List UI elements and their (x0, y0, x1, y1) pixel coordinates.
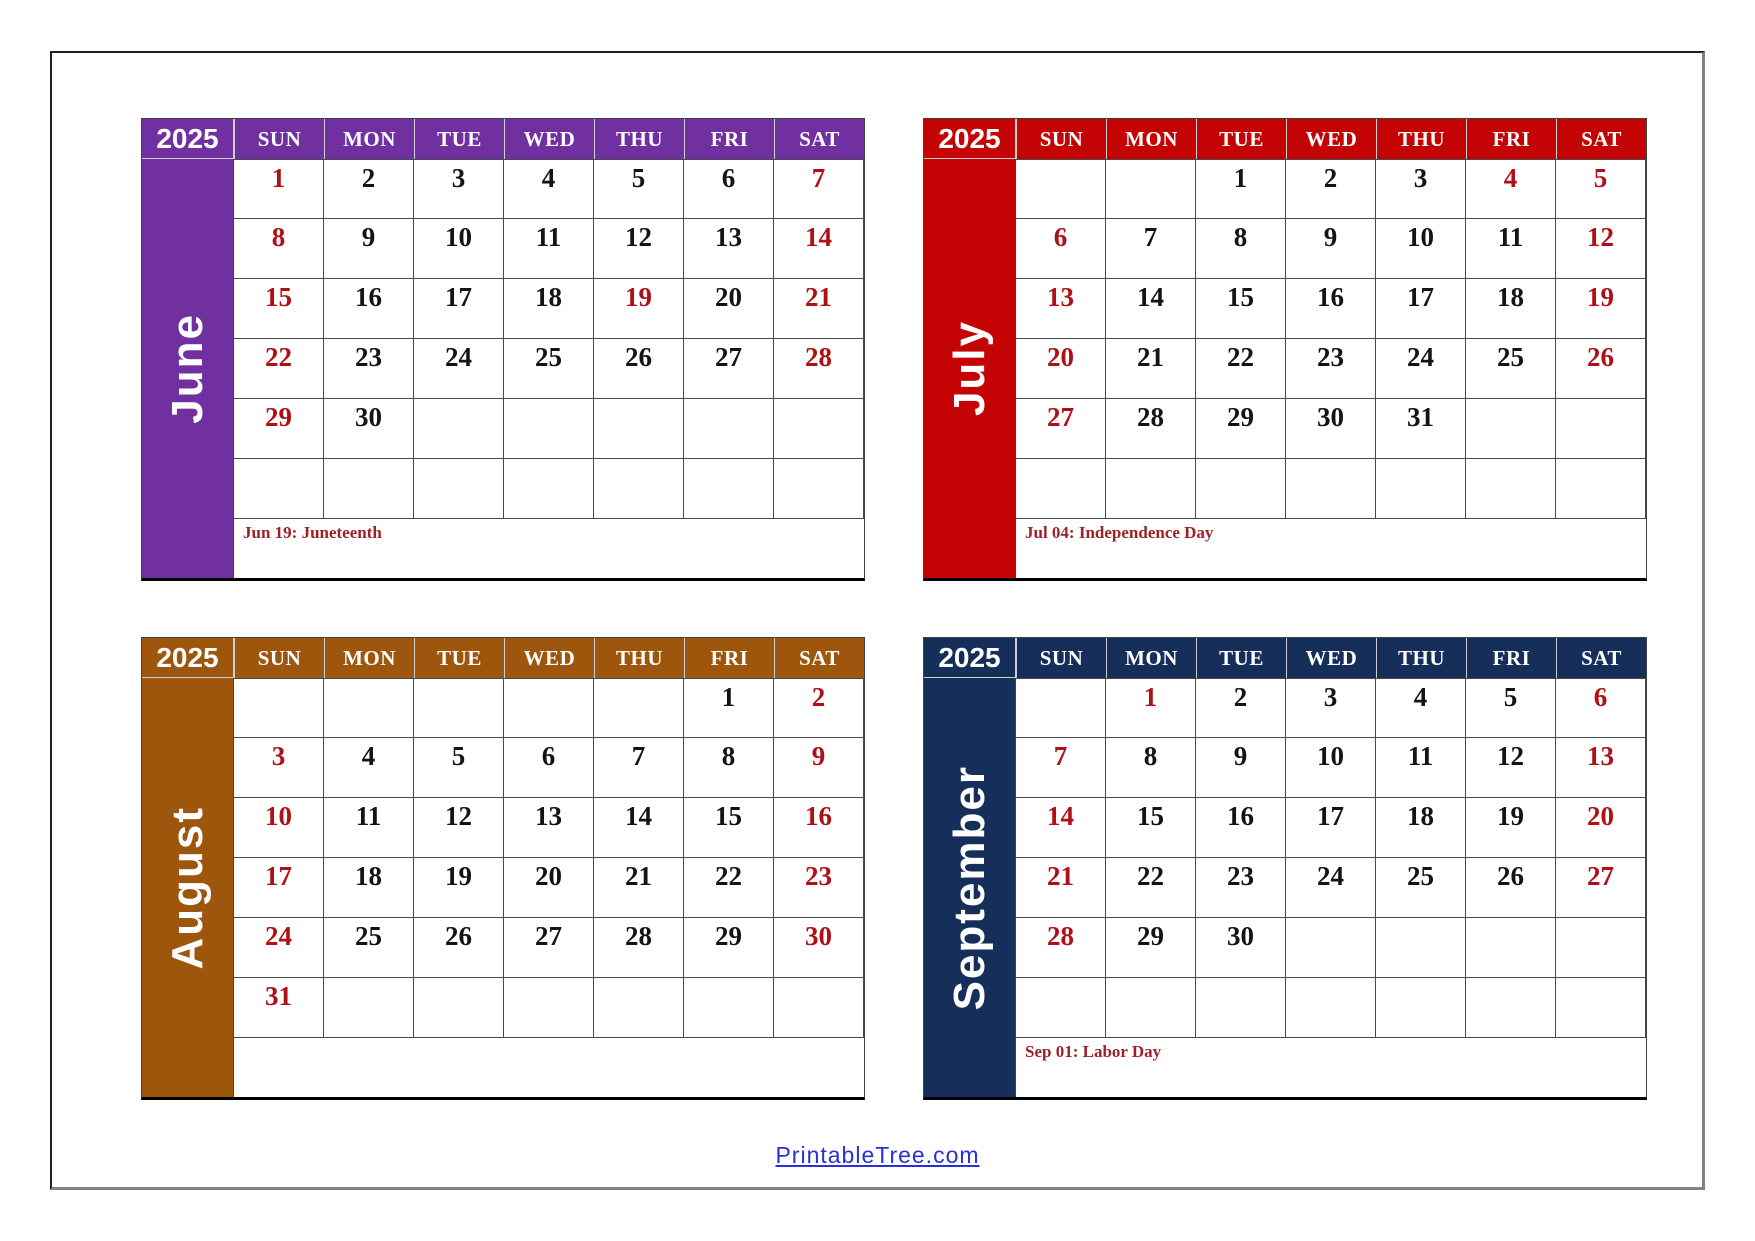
day-header-thu: THU (1376, 119, 1466, 159)
date-cell: 12 (1466, 738, 1556, 798)
printabletree-link[interactable]: PrintableTree.com (775, 1142, 980, 1168)
date-cell (1376, 978, 1466, 1038)
date-cell (1286, 459, 1376, 519)
day-header-wed: WED (1286, 638, 1376, 678)
date-cell: 30 (324, 399, 414, 459)
date-cell: 1 (684, 678, 774, 738)
day-header-sun: SUN (1016, 638, 1106, 678)
date-cell: 21 (594, 858, 684, 918)
date-cell: 3 (234, 738, 324, 798)
date-cell: 7 (774, 159, 864, 219)
date-cell: 11 (324, 798, 414, 858)
date-cell: 28 (1016, 918, 1106, 978)
date-cell: 18 (504, 279, 594, 339)
date-cell (1556, 978, 1646, 1038)
date-cell: 20 (504, 858, 594, 918)
day-header-tue: TUE (1196, 638, 1286, 678)
date-cell: 11 (504, 219, 594, 279)
date-cell (1196, 978, 1286, 1038)
date-cell: 4 (1376, 678, 1466, 738)
date-cell: 9 (1286, 219, 1376, 279)
day-header-mon: MON (1106, 638, 1196, 678)
date-cell: 6 (1016, 219, 1106, 279)
day-header-thu: THU (1376, 638, 1466, 678)
year-label: 2025 (142, 119, 234, 159)
date-cell: 8 (1196, 219, 1286, 279)
date-cell: 23 (1286, 339, 1376, 399)
site-footer (0, 1142, 1755, 1169)
date-cell: 23 (1196, 858, 1286, 918)
day-header-sat: SAT (1556, 638, 1646, 678)
date-cell: 14 (594, 798, 684, 858)
day-header-fri: FRI (684, 119, 774, 159)
date-cell (234, 459, 324, 519)
date-cell (774, 978, 864, 1038)
day-header-fri: FRI (1466, 119, 1556, 159)
date-cell: 29 (684, 918, 774, 978)
date-cell: 25 (1466, 339, 1556, 399)
date-cell: 19 (1556, 279, 1646, 339)
date-cell: 7 (1016, 738, 1106, 798)
date-cell: 10 (1376, 219, 1466, 279)
date-cell: 14 (1016, 798, 1106, 858)
date-cell: 8 (1106, 738, 1196, 798)
date-cell: 7 (1106, 219, 1196, 279)
date-cell: 23 (324, 339, 414, 399)
date-cell: 25 (1376, 858, 1466, 918)
date-cell (504, 399, 594, 459)
date-cell: 21 (774, 279, 864, 339)
date-cell (234, 678, 324, 738)
calendar-june (141, 118, 865, 581)
date-cell: 13 (684, 219, 774, 279)
date-cell (414, 978, 504, 1038)
date-cell (324, 678, 414, 738)
date-cell: 26 (414, 918, 504, 978)
date-cell: 27 (1016, 399, 1106, 459)
date-cell: 2 (1196, 678, 1286, 738)
date-cell: 5 (594, 159, 684, 219)
date-cell: 6 (1556, 678, 1646, 738)
day-header-fri: FRI (684, 638, 774, 678)
date-cell: 27 (1556, 858, 1646, 918)
date-cell: 5 (1556, 159, 1646, 219)
day-header-sun: SUN (1016, 119, 1106, 159)
date-cell (1376, 918, 1466, 978)
date-cell: 11 (1376, 738, 1466, 798)
date-cell (1556, 918, 1646, 978)
date-cell (1466, 918, 1556, 978)
day-header-tue: TUE (1196, 119, 1286, 159)
date-cell (504, 678, 594, 738)
date-cell: 3 (1286, 678, 1376, 738)
date-cell: 1 (234, 159, 324, 219)
date-cell (774, 459, 864, 519)
date-cell: 17 (234, 858, 324, 918)
date-cell (1466, 399, 1556, 459)
date-cell (1016, 459, 1106, 519)
date-cell (1556, 459, 1646, 519)
date-cell (324, 978, 414, 1038)
day-header-sun: SUN (234, 638, 324, 678)
date-cell: 30 (1196, 918, 1286, 978)
date-cell (504, 459, 594, 519)
date-cell: 29 (234, 399, 324, 459)
date-cell: 18 (1466, 279, 1556, 339)
date-cell (1466, 459, 1556, 519)
date-cell: 30 (774, 918, 864, 978)
date-cell: 3 (1376, 159, 1466, 219)
date-cell: 15 (1196, 279, 1286, 339)
holiday-note: Jul 04: Independence Day (1025, 523, 1214, 542)
date-cell (594, 399, 684, 459)
date-cell: 13 (1016, 279, 1106, 339)
date-cell: 16 (774, 798, 864, 858)
date-cell: 12 (414, 798, 504, 858)
date-cell: 24 (414, 339, 504, 399)
year-label: 2025 (924, 119, 1016, 159)
date-cell: 28 (594, 918, 684, 978)
date-cell: 24 (234, 918, 324, 978)
date-cell (414, 459, 504, 519)
date-cell (324, 459, 414, 519)
date-cell (1106, 978, 1196, 1038)
date-cell: 26 (1556, 339, 1646, 399)
date-cell (414, 678, 504, 738)
holiday-note: Sep 01: Labor Day (1025, 1042, 1162, 1061)
calendar-september (923, 637, 1647, 1100)
date-cell: 11 (1466, 219, 1556, 279)
day-header-mon: MON (324, 119, 414, 159)
date-cell (414, 399, 504, 459)
date-cell (1016, 159, 1106, 219)
month-label: September (944, 764, 994, 1011)
day-header-wed: WED (504, 638, 594, 678)
date-cell: 1 (1196, 159, 1286, 219)
date-cell (684, 459, 774, 519)
date-cell: 31 (1376, 399, 1466, 459)
date-cell: 31 (234, 978, 324, 1038)
date-cell: 4 (1466, 159, 1556, 219)
date-cell (594, 978, 684, 1038)
date-cell: 8 (684, 738, 774, 798)
date-cell: 16 (1196, 798, 1286, 858)
day-header-fri: FRI (1466, 638, 1556, 678)
day-header-thu: THU (594, 119, 684, 159)
date-cell: 9 (774, 738, 864, 798)
date-cell (1466, 978, 1556, 1038)
date-cell (1106, 159, 1196, 219)
date-cell: 3 (414, 159, 504, 219)
date-cell: 6 (684, 159, 774, 219)
date-cell: 29 (1106, 918, 1196, 978)
date-cell: 29 (1196, 399, 1286, 459)
month-column (924, 678, 1016, 1097)
date-cell: 16 (324, 279, 414, 339)
date-cell (1106, 459, 1196, 519)
day-header-sun: SUN (234, 119, 324, 159)
date-cell (1376, 459, 1466, 519)
day-header-tue: TUE (414, 119, 504, 159)
date-cell: 10 (234, 798, 324, 858)
day-header-tue: TUE (414, 638, 504, 678)
date-cell: 28 (774, 339, 864, 399)
date-cell: 12 (594, 219, 684, 279)
month-label: July (944, 320, 994, 417)
day-header-sat: SAT (1556, 119, 1646, 159)
date-cell: 22 (684, 858, 774, 918)
day-header-wed: WED (504, 119, 594, 159)
date-cell: 21 (1106, 339, 1196, 399)
month-column (924, 159, 1016, 578)
date-cell: 13 (1556, 738, 1646, 798)
date-cell: 22 (1196, 339, 1286, 399)
date-cell (594, 459, 684, 519)
date-cell: 17 (1376, 279, 1466, 339)
year-label: 2025 (142, 638, 234, 678)
holiday-note: Jun 19: Juneteenth (243, 523, 382, 542)
date-cell: 12 (1556, 219, 1646, 279)
date-cell: 18 (1376, 798, 1466, 858)
date-cell: 23 (774, 858, 864, 918)
year-label: 2025 (924, 638, 1016, 678)
date-cell (1016, 678, 1106, 738)
holiday-note (234, 1038, 864, 1097)
date-cell: 28 (1106, 399, 1196, 459)
date-cell: 17 (1286, 798, 1376, 858)
date-cell: 5 (414, 738, 504, 798)
date-cell: 4 (324, 738, 414, 798)
date-cell: 4 (504, 159, 594, 219)
date-cell (1286, 918, 1376, 978)
date-cell: 5 (1466, 678, 1556, 738)
date-cell: 9 (1196, 738, 1286, 798)
date-cell (774, 399, 864, 459)
month-column (142, 159, 234, 578)
date-cell (504, 978, 594, 1038)
date-cell: 13 (504, 798, 594, 858)
date-cell: 2 (324, 159, 414, 219)
month-column (142, 678, 234, 1097)
date-cell (1556, 399, 1646, 459)
date-cell: 27 (504, 918, 594, 978)
date-cell: 22 (234, 339, 324, 399)
date-cell: 24 (1286, 858, 1376, 918)
date-cell: 25 (504, 339, 594, 399)
date-cell: 15 (234, 279, 324, 339)
date-cell: 19 (594, 279, 684, 339)
date-cell: 25 (324, 918, 414, 978)
date-cell: 20 (1016, 339, 1106, 399)
day-header-mon: MON (324, 638, 414, 678)
date-cell (1286, 978, 1376, 1038)
day-header-wed: WED (1286, 119, 1376, 159)
date-cell: 1 (1106, 678, 1196, 738)
date-cell (1016, 978, 1106, 1038)
date-cell: 20 (1556, 798, 1646, 858)
date-cell (684, 978, 774, 1038)
date-cell: 8 (234, 219, 324, 279)
calendar-july (923, 118, 1647, 581)
date-cell: 24 (1376, 339, 1466, 399)
date-cell: 6 (504, 738, 594, 798)
date-cell: 2 (1286, 159, 1376, 219)
date-cell: 10 (414, 219, 504, 279)
date-cell: 7 (594, 738, 684, 798)
date-cell: 22 (1106, 858, 1196, 918)
date-cell (684, 399, 774, 459)
date-cell: 27 (684, 339, 774, 399)
date-cell: 30 (1286, 399, 1376, 459)
date-cell: 19 (1466, 798, 1556, 858)
date-cell: 14 (774, 219, 864, 279)
date-cell: 14 (1106, 279, 1196, 339)
date-cell: 16 (1286, 279, 1376, 339)
day-header-sat: SAT (774, 638, 864, 678)
date-cell: 21 (1016, 858, 1106, 918)
date-cell: 20 (684, 279, 774, 339)
month-label: August (162, 805, 212, 970)
date-cell: 26 (1466, 858, 1556, 918)
date-cell: 18 (324, 858, 414, 918)
day-header-mon: MON (1106, 119, 1196, 159)
date-cell (594, 678, 684, 738)
date-cell: 15 (684, 798, 774, 858)
date-cell: 15 (1106, 798, 1196, 858)
date-cell: 9 (324, 219, 414, 279)
calendar-august (141, 637, 865, 1100)
date-cell: 10 (1286, 738, 1376, 798)
date-cell (1196, 459, 1286, 519)
day-header-sat: SAT (774, 119, 864, 159)
month-label: June (162, 313, 212, 424)
day-header-thu: THU (594, 638, 684, 678)
date-cell: 26 (594, 339, 684, 399)
date-cell: 2 (774, 678, 864, 738)
date-cell: 17 (414, 279, 504, 339)
date-cell: 19 (414, 858, 504, 918)
